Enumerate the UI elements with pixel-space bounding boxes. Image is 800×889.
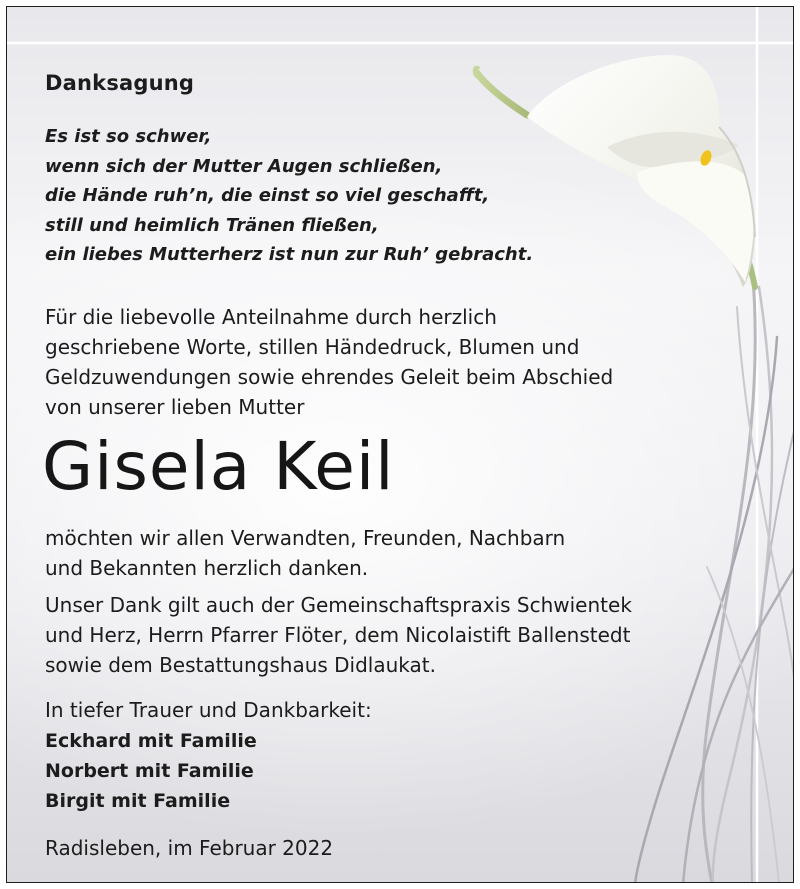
mourning-text: In tiefer Trauer und Dankbarkeit:: [45, 698, 372, 722]
special-thanks-line: und Herz, Herrn Pfarrer Flöter, dem Nicolaistift Ballenstedt: [45, 623, 631, 647]
thanks-line: und Bekannten herzlich danken.: [45, 556, 369, 580]
special-thanks-paragraph: [45, 590, 632, 680]
obituary-card: [6, 6, 794, 883]
poem-line: wenn sich der Mutter Augen schließen,: [45, 155, 443, 177]
signers-list: [45, 726, 257, 816]
heading: Danksagung: [45, 71, 195, 95]
special-thanks-line: sowie dem Bestattungshaus Didlaukat.: [45, 653, 436, 677]
grass-blades: [635, 267, 794, 883]
intro-paragraph: [45, 302, 613, 422]
poem-line: Es ist so schwer,: [45, 126, 212, 147]
place-date: Radisleben, im Februar 2022: [45, 836, 334, 860]
intro-line: geschriebene Worte, stillen Händedruck, Blumen und: [45, 335, 580, 359]
signer: Eckhard mit Familie: [45, 730, 257, 752]
signer: Birgit mit Familie: [45, 790, 231, 812]
thanks-line: möchten wir allen Verwandten, Freunden, Nachbarn: [45, 526, 566, 550]
deceased-name: Gisela Keil: [42, 428, 395, 505]
poem: [45, 122, 533, 270]
signer: Norbert mit Familie: [45, 760, 254, 782]
poem-line: still und heimlich Tränen fließen,: [45, 214, 379, 236]
mourning-line: [45, 695, 372, 725]
special-thanks-line: Unser Dank gilt auch der Gemeinschaftspraxis Schwientek: [45, 593, 632, 617]
intro-line: von unserer lieben Mutter: [45, 395, 305, 419]
intro-line: Geldzuwendungen sowie ehrendes Geleit beim Abschied: [45, 365, 614, 389]
poem-line: die Hände ruh’n, die einst so viel geschafft,: [45, 185, 490, 206]
poem-line: ein liebes Mutterherz ist nun zur Ruh’ gebracht.: [45, 244, 534, 265]
intro-line: Für die liebevolle Anteilnahme durch herzlich: [45, 305, 497, 329]
thanks-paragraph: [45, 523, 565, 583]
